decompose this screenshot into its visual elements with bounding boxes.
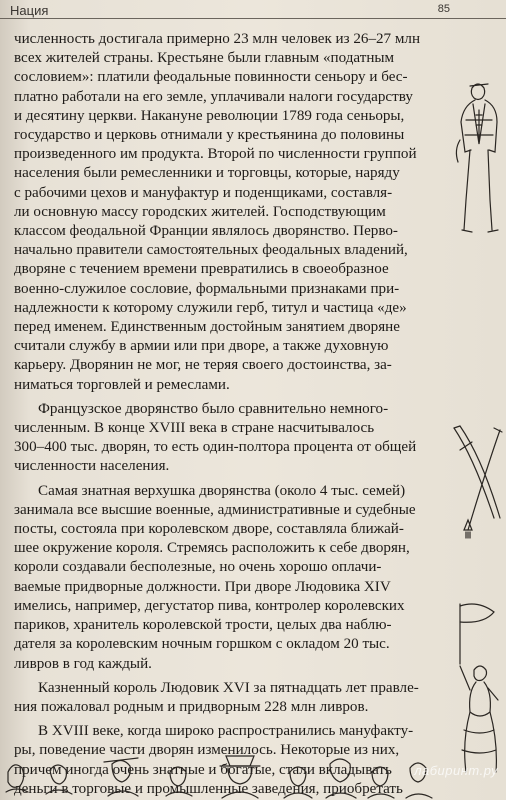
text-line: и десятину церкви. Накануне революции 1789 года сеньоры, (14, 107, 405, 124)
text-line: с рабочими цехов и мануфактур и поденщиками, составля- (14, 184, 393, 201)
text-line: деньги в торговые и промышленные заведения, приобретать (14, 780, 403, 797)
text-line: посты, состояла при королевском дворе, составляла ближай- (14, 521, 404, 538)
text-line: причем иногда очень знатные и богатые, стали вкладывать (14, 761, 392, 778)
text-line: ния пожаловал родным и придворным 228 млн ливров. (14, 698, 369, 715)
crossed-swords-sketch (450, 420, 504, 540)
text-line: платно работали на его земле, уплачивали налоги государству (14, 88, 413, 105)
text-line: имелись, например, дегустатор пива, контролер королевских (14, 597, 405, 614)
text-line: численности населения. (14, 458, 170, 475)
text-line: занимала все высшие военные, административные и судебные (14, 501, 416, 518)
text-line: ры, поведение части дворян изменилось. Некоторые из них, (14, 742, 400, 759)
text-line: считали службу в армии или при дворе, а также духовную (14, 338, 389, 355)
paragraph (14, 400, 442, 477)
text-line: карьеру. Дворянин не мог, не теряя своего достоинства, за- (14, 357, 392, 374)
text-line: всех жителей страны. Крестьяне были главным «податным (14, 50, 395, 67)
text-line: надлежности к которому служили герб, титул и частица «де» (14, 299, 407, 316)
text-line: короли создавали бесполезные, но очень хорошо оплачи- (14, 559, 382, 576)
text-line: военно-служилое сословие, формальными признаками при- (14, 280, 400, 297)
officer-sketch-illustration (448, 80, 504, 250)
text-line: шее окружение короля. Стремясь расположить к себе дворян, (14, 540, 410, 557)
text-line: Французское дворянство было сравнительно немного- (38, 400, 389, 417)
text-line: дворяне с течением времени превратились в своеобразное (14, 261, 389, 278)
text-line: численность достигала примерно 23 млн человек из 26–27 млн (14, 31, 421, 47)
paragraph (14, 482, 442, 674)
header-rule (0, 18, 506, 19)
paragraph (14, 30, 442, 395)
text-line: Самая знатная верхушка дворянства (около 4 тыс. семей) (38, 482, 406, 499)
text-line: париков, хранитель королевской трости, целых два наблю- (14, 617, 392, 634)
text-line: В XVIII веке, когда широко распространились мануфакту- (38, 723, 414, 740)
text-line: государство и церковь отнимали у крестьянина до половины (14, 127, 405, 144)
text-line: ваемые придворные должности. При дворе Людовика XIV (14, 578, 391, 595)
page-number: 85 (437, 3, 450, 15)
body-text (14, 30, 442, 799)
text-line: населения были ремесленники и торговцы, которые, наряду (14, 165, 400, 182)
text-line: ли основную массу городских жителей. Господствующим (14, 203, 386, 220)
text-line: 300–400 тыс. дворян, то есть один-полтора процента от общей (14, 439, 417, 456)
paragraph (14, 679, 442, 717)
text-line: произведенного им продукта. Второй по численности группой (14, 146, 417, 163)
text-line: сословием»: платили феодальные повинности сеньору и бес- (14, 69, 408, 86)
running-header-title: Нация (10, 3, 49, 18)
text-line: Казненный король Людовик XVI за пятнадцать лет правле- (38, 679, 419, 696)
text-line: ливров в год каждый. (14, 655, 152, 672)
watermark: лабиринт.ру (414, 763, 498, 778)
text-line: ниматься торговлей и ремеслами. (14, 376, 230, 393)
text-line: начально правители самостоятельных феодальных владений, (14, 242, 408, 259)
text-line: дателя за королевским ночным горшком с окладом 20 тыс. (14, 636, 390, 653)
text-line: перед именем. Единственным достойным занятием дворяне (14, 319, 400, 336)
text-line: численным. В конце XVIII века в стране насчитывалось (14, 420, 375, 437)
text-line: классом феодальной Франции являлось дворянство. Перво- (14, 223, 398, 240)
